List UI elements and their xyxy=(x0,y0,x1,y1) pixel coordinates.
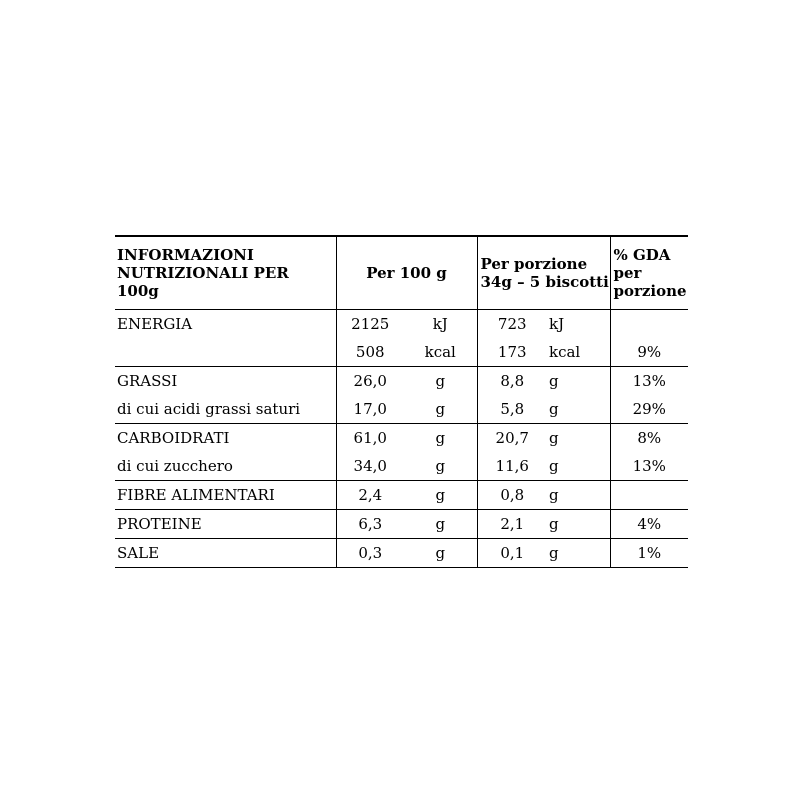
unit-per100: g xyxy=(404,395,477,424)
table-row xyxy=(115,539,688,568)
table-row xyxy=(115,395,688,424)
value-portion: 11,6 xyxy=(477,452,547,481)
unit-per100: g xyxy=(435,429,446,447)
unit-per100: g xyxy=(404,539,477,568)
row-label: FIBRE ALIMENTARI xyxy=(115,481,336,510)
gda-percent: 13% xyxy=(610,367,688,396)
row-label: CARBOIDRATI xyxy=(117,429,230,447)
value-per100: 0,3 xyxy=(336,539,404,568)
value-portion: 723 xyxy=(477,310,547,339)
table-row xyxy=(115,367,688,396)
header-gda xyxy=(610,236,688,310)
value-portion: 20,7 xyxy=(477,424,547,453)
unit-per100: g xyxy=(404,452,477,481)
unit-per100: g xyxy=(404,481,477,510)
table-row xyxy=(115,481,688,510)
row-label: di cui acidi grassi saturi xyxy=(115,395,336,424)
value-portion: 2,1 xyxy=(477,510,547,539)
value-per100: 2125 xyxy=(336,310,404,339)
value-per100: 61,0 xyxy=(336,424,404,453)
unit-portion: g xyxy=(549,429,559,447)
table-body xyxy=(115,310,688,568)
unit-portion: g xyxy=(547,395,610,424)
header-gda-line3: porzione xyxy=(613,282,687,300)
gda-percent: 9% xyxy=(610,338,688,367)
header-gda-line1: % GDA xyxy=(613,246,671,264)
header-gda-line2: per xyxy=(613,264,642,282)
unit-per100: kJ xyxy=(432,315,448,333)
value-per100: 6,3 xyxy=(336,510,404,539)
gda-percent: 13% xyxy=(610,452,688,481)
row-label: GRASSI xyxy=(117,372,178,390)
table-row xyxy=(115,310,688,339)
nutrition-table xyxy=(115,235,688,568)
row-label: SALE xyxy=(115,539,336,568)
gda-percent xyxy=(610,310,688,339)
value-per100: 17,0 xyxy=(336,395,404,424)
unit-portion: g xyxy=(547,452,610,481)
table-row xyxy=(115,424,688,453)
header-portion-line2: 34g – 5 biscotti xyxy=(480,273,609,291)
unit-per100: kcal xyxy=(404,338,477,367)
row-label: ENERGIA xyxy=(117,315,193,333)
row-label xyxy=(115,338,336,367)
unit-per100: g xyxy=(435,372,446,390)
gda-percent: 29% xyxy=(610,395,688,424)
gda-percent: 8% xyxy=(610,424,688,453)
row-label: PROTEINE xyxy=(115,510,336,539)
gda-percent xyxy=(610,481,688,510)
header-portion-line1: Per porzione xyxy=(480,255,588,273)
gda-percent: 1% xyxy=(610,539,688,568)
gda-percent: 4% xyxy=(610,510,688,539)
value-portion: 8,8 xyxy=(477,367,547,396)
value-per100: 508 xyxy=(336,338,404,367)
unit-portion: g xyxy=(549,372,559,390)
header-per100 xyxy=(336,236,477,310)
header-label-text: INFORMAZIONI NUTRIZIONALI PER 100g xyxy=(117,246,289,300)
value-per100: 34,0 xyxy=(336,452,404,481)
header-portion xyxy=(477,236,610,310)
unit-per100: g xyxy=(404,510,477,539)
unit-portion: kJ xyxy=(549,315,565,333)
table-row xyxy=(115,510,688,539)
table-row xyxy=(115,452,688,481)
unit-portion: g xyxy=(547,539,610,568)
value-portion: 0,1 xyxy=(477,539,547,568)
value-portion: 173 xyxy=(477,338,547,367)
header-per100-text: Per 100 g xyxy=(366,264,447,282)
unit-portion: kcal xyxy=(547,338,610,367)
header-label xyxy=(115,236,336,310)
value-per100: 26,0 xyxy=(336,367,404,396)
header-row xyxy=(115,236,688,310)
table-row xyxy=(115,338,688,367)
value-portion: 5,8 xyxy=(477,395,547,424)
unit-portion: g xyxy=(547,481,610,510)
value-portion: 0,8 xyxy=(477,481,547,510)
unit-portion: g xyxy=(547,510,610,539)
value-per100: 2,4 xyxy=(336,481,404,510)
row-label: di cui zucchero xyxy=(115,452,336,481)
